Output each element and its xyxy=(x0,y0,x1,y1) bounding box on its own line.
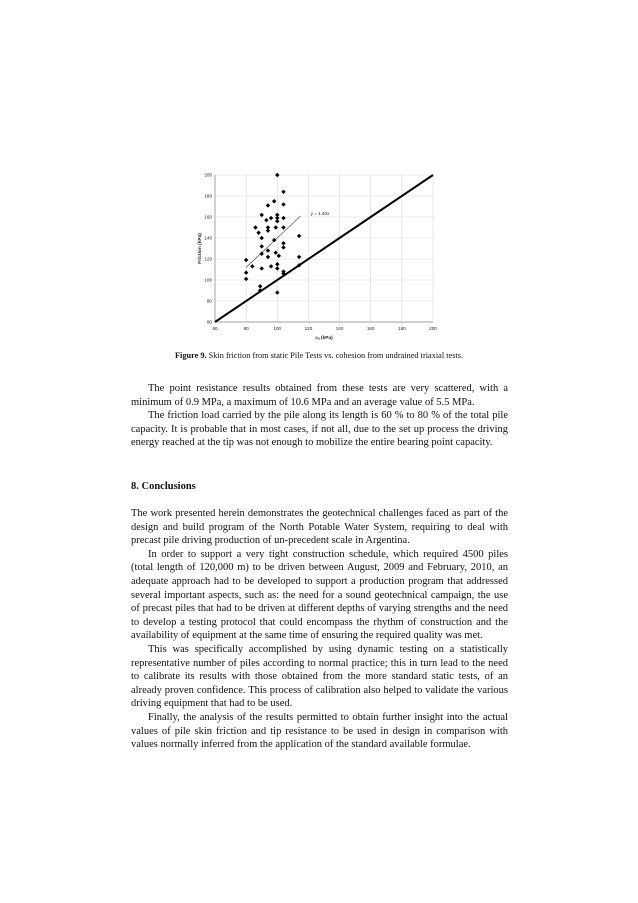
data-point xyxy=(260,213,264,217)
section-title: 8. Conclusions xyxy=(131,481,196,492)
x-tick-label: 140 xyxy=(335,326,344,331)
data-point xyxy=(244,277,248,281)
y-tick-label: 80 xyxy=(206,298,212,304)
data-point xyxy=(281,202,285,206)
y-tick-label: 120 xyxy=(204,256,212,262)
data-point xyxy=(281,225,285,229)
x-tick-label: 180 xyxy=(398,326,406,331)
data-point xyxy=(269,264,273,268)
y-tick-label: 100 xyxy=(204,277,212,283)
data-point xyxy=(260,236,264,240)
x-tick-label: 200 xyxy=(429,326,437,331)
y-tick-label: 180 xyxy=(204,193,212,199)
figure-9-chart xyxy=(195,166,445,346)
data-point xyxy=(297,255,301,259)
paragraph: The point resistance results obtained from these tests are very scattered, with a minimum of 0.9 MPa, a maximum of 10.6 MPa and an average value of 5.5 MPa. xyxy=(131,383,508,408)
data-point xyxy=(244,258,248,262)
data-point xyxy=(260,244,264,248)
scatter-chart-svg xyxy=(195,166,445,346)
y-tick-label: 160 xyxy=(204,214,212,220)
data-point xyxy=(281,190,285,194)
data-point xyxy=(275,219,279,223)
figure-caption-label: Figure 9. xyxy=(174,351,207,360)
data-point xyxy=(258,284,262,288)
paragraph: In order to support a very tight construction schedule, which required 4500 piles (total length of 120,000 m) to be driven between August, 2009 and February, 2010, an adequate approach had to be developed to support a production program that addressed several important aspects, such as: the need for a sound geotechnical campaign, the use of precast piles that had to be driven at different depths of varying strengths and the need to develop a testing protocol that could encompass the rhythm of construction and the availability of equipment at the same time of ensuring the required quality was met. xyxy=(131,548,508,642)
data-point xyxy=(260,266,264,270)
data-point xyxy=(264,218,268,222)
data-point xyxy=(297,234,301,238)
x-tick-label: 60 xyxy=(212,326,218,331)
y-axis-label: Friction (kPa) xyxy=(198,233,203,264)
figure-caption xyxy=(0,351,638,360)
figure-caption-text: Skin friction from static Pile Tests vs. cohesion from undrained triaxial tests. xyxy=(206,351,464,360)
data-point xyxy=(250,264,254,268)
data-point xyxy=(244,270,248,274)
data-point xyxy=(266,203,270,207)
data-point xyxy=(253,225,257,229)
data-point xyxy=(275,266,279,270)
data-point xyxy=(256,231,260,235)
y-tick-label: 60 xyxy=(206,319,212,325)
data-point xyxy=(272,199,276,203)
data-point xyxy=(266,255,270,259)
data-point xyxy=(275,262,279,266)
reference-line xyxy=(215,175,433,322)
paragraph: The work presented herein demonstrates the geotechnical challenges faced as part of the design and build program of the North Potable Water System, requiring to deal with precast pile driving production of un-precedent scale in Argentina. xyxy=(131,508,508,547)
data-point xyxy=(275,290,279,294)
x-tick-label: 100 xyxy=(273,326,282,331)
data-point xyxy=(272,238,276,242)
conclusions-text xyxy=(131,507,508,752)
paragraph: The friction load carried by the pile along its length is 60 % to 80 % of the total pile capacity. It is probable that in most cases, if not all, due to the set up process the driving energy reached at the tip was not enough to mobilize the entire bearing point capacity. xyxy=(131,410,508,449)
paragraph: Finally, the analysis of the results permitted to obtain further insight into the actual values of pile skin friction and tip resistance to be used in design in comparison with values normally inferred from the application of the standard available formulae. xyxy=(131,711,508,751)
data-point xyxy=(269,216,273,220)
data-point xyxy=(260,252,264,256)
x-axis-label: cᵤ (kPa) xyxy=(315,336,333,341)
data-point xyxy=(266,228,270,232)
results-text xyxy=(131,382,508,450)
y-tick-label: 200 xyxy=(204,172,212,178)
data-point xyxy=(266,248,270,252)
data-point xyxy=(281,216,285,220)
x-tick-label: 120 xyxy=(304,326,313,331)
trend-equation-label: y = 1.40x xyxy=(310,210,330,216)
trend-line xyxy=(246,216,301,267)
x-tick-label: 160 xyxy=(366,326,375,331)
data-point xyxy=(275,173,279,177)
paragraph: This was specifically accomplished by using dynamic testing on a statistically representative number of piles according to normal practice; this in turn lead to the need to calibrate its results with those obtained from the more standard static tests, of an already proven confidence. This process of calibration also helped to validate the various driving equipment that had to be used. xyxy=(131,643,508,710)
data-point xyxy=(281,241,285,245)
x-tick-label: 80 xyxy=(243,326,249,331)
y-tick-label: 140 xyxy=(204,235,212,241)
data-point xyxy=(281,245,285,249)
